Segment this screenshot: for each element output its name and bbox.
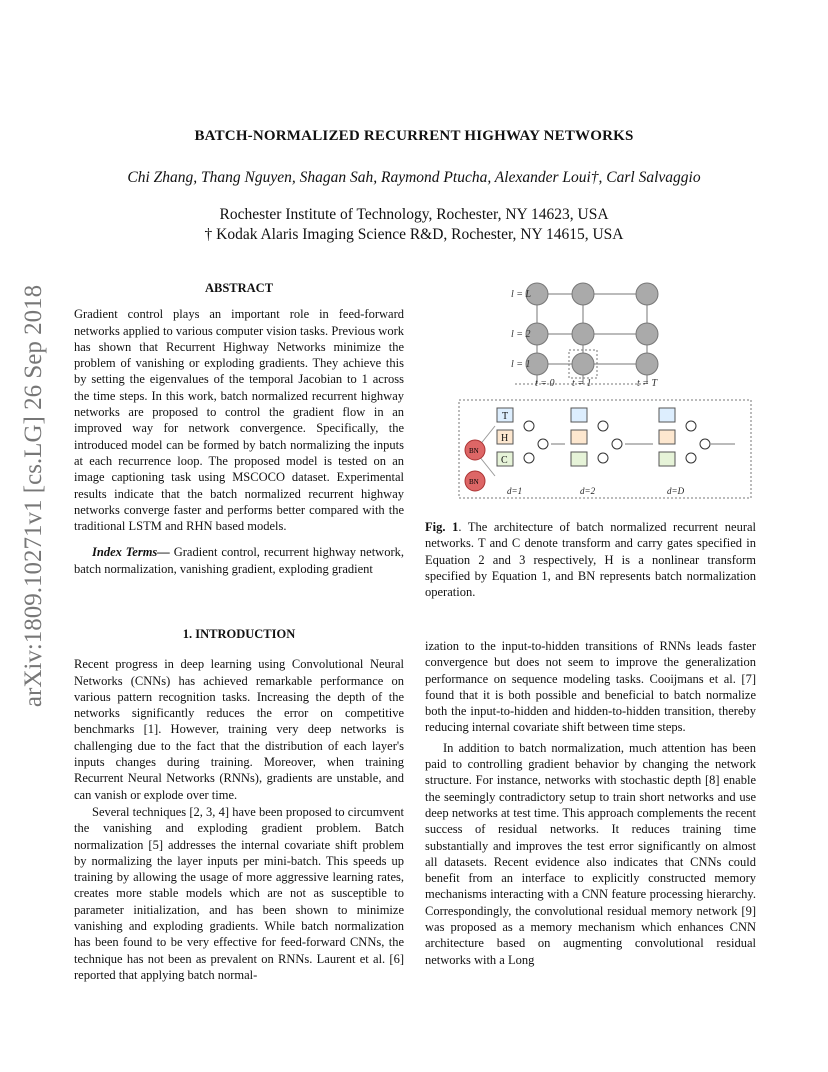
gate-label-c: C: [501, 455, 508, 466]
depth-label-1: d=1: [507, 486, 523, 496]
caption-text: . The architecture of batch normalized recurrent neural networks. T and C denote transform and carry gates specified in Equation 2 and 3 respectively, H is a nonlinear transform specified by Equation 1, and BN represents batch normalization operation.: [425, 520, 756, 600]
row-label-1: l = 1: [511, 359, 531, 370]
time-label-0: t = 0: [535, 378, 555, 389]
bn-label-2: BN: [469, 478, 479, 486]
index-terms: [74, 544, 404, 577]
introduction-section: [74, 626, 404, 983]
intro-right-paragraph-2: In addition to batch normalization, much attention has been paid to controlling gradient behavior by changing the network structure. For instance, networks with stochastic depth [8] enable the seemingly contradictory setup to train short networks and use deep networks at test time. This approach complements the recent success of residual networks. It reduces training time substantially and improves the test error significantly on almost all datasets. Recent evidence also indicates that CNNs could benefit from an interface to explicitly constructed memory mechanisms interacting with a CNN feature processing hierarchy. Correspondingly, the convolutional residual memory network [9] was proposed as a memory mechanism which enhances CNN architecture based on augmenting convolutional residual networks with a Long: [425, 740, 756, 967]
row-label-L: l = L: [511, 289, 532, 300]
depth-label-D: d=D: [667, 486, 685, 496]
figure-caption: [425, 519, 756, 600]
index-terms-text: Gradient control, recurrent highway network, batch normalization, vanishing gradient, exploding gradient: [74, 545, 404, 576]
intro-right-column: [425, 638, 756, 968]
row-label-2: l = 2: [511, 329, 531, 340]
abstract-text: Gradient control plays an important role in feed-forward networks applied to various computer vision tasks. Previous work has shown that Recurrent Highway Networks minimize the problem of vanishing or exploding gradients. They achieve this by setting the eigenvalues of the temporal Jacobian to 1 across the time steps. In this work, batch normalized recurrent highway networks are proposed to control the gradient flow in an improved way for network convergence. Specifically, the introduced model can be formed by batch normalizing the inputs at each recurrence loop. The proposed model is tested on an image captioning task using MSCOCO dataset. Experimental results indicate that the batch normalized recurrent highway networks converge faster and performs better compared with the traditional LSTM and RHN based models.: [74, 307, 404, 534]
intro-heading: 1. INTRODUCTION: [182, 627, 296, 641]
gate-label-t: T: [502, 411, 509, 422]
time-label-T: t = T: [637, 378, 658, 389]
gate-label-h: H: [501, 433, 509, 444]
bn-label-1: BN: [469, 447, 479, 455]
paper-title: BATCH-NORMALIZED RECURRENT HIGHWAY NETWORKS: [194, 128, 634, 144]
abstract-heading: ABSTRACT: [204, 281, 274, 295]
intro-right-paragraph-1: ization to the input-to-hidden transitions of RNNs leads faster convergence but does not seem to improve the generalization performance on sequence modeling tasks. Cooijmans et al. [7] found that it is both possible and beneficial to batch normalize both the input-to-hidden and hidden-to-hidden transition, thereby reducing internal covariate shift between time steps.: [425, 639, 756, 735]
affiliation-1: Rochester Institute of Technology, Rochester, NY 14623, USA: [219, 206, 609, 223]
architecture-figure: [425, 276, 760, 516]
affiliation-2: † Kodak Alaris Imaging Science R&D, Rochester, NY 14615, USA: [204, 226, 624, 243]
abstract-section: [74, 280, 404, 577]
index-terms-label: Index Terms—: [92, 545, 170, 560]
caption-label: Fig. 1: [425, 520, 459, 534]
arxiv-side-label: arXiv:1809.10271v1 [cs.LG] 26 Sep 2018: [20, 284, 47, 708]
intro-paragraph-2: Several techniques [2, 3, 4] have been proposed to circumvent the vanishing and exploding gradient problem. Batch normalization [5] addresses the internal covariate shift problem by normalizing the layer inputs per mini-batch. This speeds up training by allowing the usage of more aggressive learning rates, creates more stable models which are not as susceptible to parameter initialization, and has been shown to minimize vanishing and exploding gradients. While batch normalization has been found to be very effective for feed-forward CNNs, the technique has not been as prevalent on RNNs. Laurent et al. [6] reported that applying batch normal-: [74, 804, 404, 982]
depth-label-2: d=2: [580, 486, 596, 496]
paper-authors: Chi Zhang, Thang Nguyen, Shagan Sah, Raymond Ptucha, Alexander Loui†, Carl Salvaggio: [127, 169, 701, 186]
intro-paragraph-1: Recent progress in deep learning using Convolutional Neural Networks (CNNs) has achieved remarkable performance on various pattern recognition tasks. Increasing the depth of the networks significantly reduces the error on competitive benchmarks [1]. However, training very deep networks is challenging due to the fact that the distribution of each layer's inputs changes during training. Moreover, when training Recurrent Neural Networks (RNNs), gradients are unstable, and can vanish or explode over time.: [74, 657, 404, 802]
time-label-1: t = 1: [572, 378, 592, 389]
